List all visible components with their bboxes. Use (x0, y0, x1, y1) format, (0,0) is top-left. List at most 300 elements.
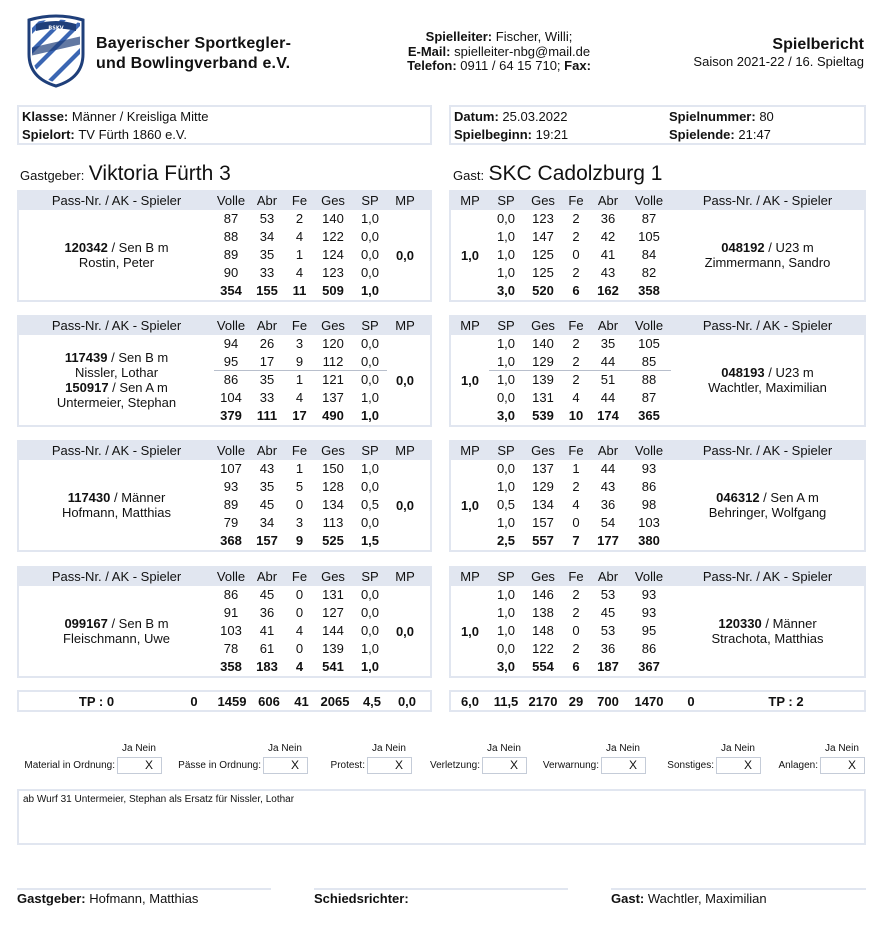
ja-nein-header: Ja Nein (606, 743, 640, 754)
score-cell: 0,0 (496, 461, 516, 476)
header-player: Pass-Nr. / AK - Spieler (702, 318, 833, 333)
home-tp: TP : 0 (78, 693, 115, 709)
home-score-grid (214, 460, 387, 550)
federation-logo (26, 14, 86, 88)
ja-nein-header: Ja Nein (487, 743, 521, 754)
check-box[interactable]: X (263, 757, 308, 774)
guest-score-grid (489, 586, 671, 676)
check-box[interactable]: X (367, 757, 412, 774)
score-cell: 33 (259, 265, 275, 280)
notes-box[interactable] (17, 789, 866, 845)
guest-total-sp: 11,5 (493, 693, 519, 709)
player-pass-number: 099167 (64, 616, 108, 631)
score-cell: 0,5 (360, 497, 380, 512)
player-name: Strachota, Matthias (711, 631, 824, 646)
home-signature-label: Gastgeber: (17, 891, 86, 906)
guest-total-volle: 1470 (634, 693, 664, 709)
score-cell: 1 (295, 247, 304, 262)
score-cell: 9 (286, 353, 313, 371)
score-cell: 147 (532, 229, 554, 244)
sum-cell: 525 (322, 533, 344, 548)
score-cell: 1,0 (360, 390, 380, 405)
header-volle: Volle (634, 193, 664, 208)
home-team-label: Gastgeber: (20, 168, 85, 183)
score-cell: 93 (641, 587, 657, 602)
home-player-block (17, 566, 432, 678)
check-label: Sonstiges: (667, 760, 714, 771)
score-cell: 121 (322, 372, 344, 387)
report-title: Spielbericht (772, 36, 864, 53)
score-cell: 89 (223, 247, 239, 262)
guest-player-block (449, 190, 866, 302)
score-cell: 0,0 (360, 605, 380, 620)
header-ges: Ges (531, 193, 555, 208)
score-cell: 150 (322, 461, 344, 476)
home-score-grid (214, 335, 387, 425)
score-cell: 87 (641, 390, 657, 405)
sum-cell: 187 (597, 659, 619, 674)
score-cell: 90 (223, 265, 239, 280)
sum-cell: 1,0 (360, 659, 380, 674)
score-cell: 131 (532, 390, 554, 405)
guest-team-heading (453, 162, 662, 186)
home-player-block (17, 440, 432, 552)
score-cell: 93 (641, 461, 657, 476)
player-pass-number: 120342 (64, 240, 108, 255)
sum-cell: 557 (532, 533, 554, 548)
score-cell: 0,0 (496, 390, 516, 405)
guest-signature-value: Wachtler, Maximilian (647, 891, 767, 906)
sum-cell: 17 (292, 408, 307, 423)
home-block-header (19, 317, 430, 335)
guest-block-header (451, 192, 864, 210)
sum-cell: 554 (532, 659, 554, 674)
guest-player-block (449, 440, 866, 552)
header-sp: SP (497, 318, 515, 333)
header-volle: Volle (216, 569, 246, 584)
score-cell: 1,0 (496, 336, 516, 351)
score-cell: 2 (563, 353, 589, 371)
score-cell: 4 (295, 265, 304, 280)
score-cell: 134 (532, 497, 554, 512)
score-cell: 45 (259, 587, 275, 602)
header-ges: Ges (321, 443, 345, 458)
player-pass-number: 117439 (64, 350, 108, 365)
score-cell: 129 (523, 353, 563, 371)
spielbeginn-label: Spielbeginn: (454, 127, 532, 142)
score-cell: 93 (641, 605, 657, 620)
home-player-block (17, 190, 432, 302)
score-cell: 43 (600, 479, 616, 494)
score-cell: 2 (572, 587, 580, 602)
player-pass-line (671, 240, 864, 255)
score-cell: 88 (641, 372, 657, 387)
spielleiter-value: Fischer, Willi; (495, 29, 573, 44)
home-signature-value: Hofmann, Matthias (89, 891, 199, 906)
sum-cell: 379 (220, 408, 242, 423)
header-fe: Fe (568, 193, 584, 208)
score-cell: 44 (600, 390, 616, 405)
guest-signature (611, 888, 866, 906)
ja-nein-header: Ja Nein (372, 743, 406, 754)
spielbeginn-value: 19:21 (535, 127, 569, 142)
ja-nein-header: Ja Nein (721, 743, 755, 754)
score-cell: 4 (572, 497, 580, 512)
score-cell: 137 (532, 461, 554, 476)
sum-cell: 368 (220, 533, 242, 548)
header-mp: MP (395, 569, 415, 584)
report-title-block (693, 36, 864, 70)
header-abr: Abr (256, 193, 278, 208)
header-fe: Fe (291, 443, 308, 458)
sum-cell: 1,0 (360, 408, 380, 423)
check-box[interactable]: X (716, 757, 761, 774)
score-cell: 35 (259, 372, 275, 387)
player-age-class: / Sen A m (759, 490, 819, 505)
score-cell: 88 (223, 229, 239, 244)
email-label: E-Mail: (407, 43, 451, 59)
header-ges: Ges (531, 318, 555, 333)
score-cell: 2 (572, 265, 580, 280)
score-cell: 94 (223, 336, 239, 351)
ja-nein-header: Ja Nein (122, 743, 156, 754)
score-cell: 127 (322, 605, 344, 620)
notes-text: ab Wurf 31 Untermeier, Stephan als Ersatz für Nissler, Lothar (23, 794, 295, 805)
score-cell: 1,0 (360, 641, 380, 656)
sum-cell: 111 (256, 408, 278, 423)
sum-cell: 365 (638, 408, 660, 423)
player-column (671, 586, 864, 676)
score-cell: 3 (295, 515, 304, 530)
guest-player-block (449, 315, 866, 427)
check-box[interactable]: X (482, 757, 527, 774)
score-cell: 36 (259, 605, 275, 620)
score-cell: 41 (259, 623, 275, 638)
score-cell: 0,0 (360, 247, 380, 262)
header-abr: Abr (597, 193, 619, 208)
header-volle: Volle (216, 443, 246, 458)
score-cell: 43 (259, 461, 275, 476)
score-cell: 2 (572, 372, 580, 387)
sum-cell: 367 (638, 659, 660, 674)
sum-cell: 541 (322, 659, 344, 674)
player-name: Fleischmann, Uwe (63, 631, 170, 646)
score-cell: 0,0 (360, 623, 380, 638)
home-block-header (19, 568, 430, 586)
datum-label: Datum: (454, 109, 499, 124)
guest-signature-label: Gast: (611, 891, 645, 906)
home-total-abr: 606 (258, 693, 280, 709)
sum-cell: 354 (220, 283, 242, 298)
score-cell: 36 (600, 641, 616, 656)
score-cell: 107 (220, 461, 242, 476)
score-cell: 36 (600, 211, 616, 226)
guest-totals-row (449, 690, 866, 712)
header-ges: Ges (321, 318, 345, 333)
home-block-header (19, 442, 430, 460)
player-name: Zimmermann, Sandro (704, 255, 831, 270)
score-cell: 42 (600, 229, 616, 244)
score-cell: 4 (295, 390, 304, 405)
score-cell: 1 (295, 372, 304, 387)
score-cell: 140 (322, 211, 344, 226)
score-cell: 125 (532, 265, 554, 280)
check-label: Verwarnung: (542, 760, 599, 771)
home-score-grid (214, 210, 387, 300)
sum-cell: 2,5 (496, 533, 516, 548)
score-cell: 124 (322, 247, 344, 262)
score-cell: 129 (532, 479, 554, 494)
sum-cell: 3,0 (496, 659, 516, 674)
score-cell: 0 (295, 605, 304, 620)
league-contact (352, 30, 646, 74)
score-cell: 137 (322, 390, 344, 405)
header-sp: SP (361, 318, 379, 333)
score-cell: 1,0 (496, 265, 516, 280)
home-team-heading (20, 162, 231, 186)
score-cell: 2 (572, 479, 580, 494)
score-cell: 85 (627, 353, 671, 371)
score-cell: 1 (295, 461, 304, 476)
header-fe: Fe (291, 193, 308, 208)
score-cell: 138 (532, 605, 554, 620)
header-sp: SP (361, 569, 379, 584)
score-cell: 2 (295, 211, 304, 226)
score-cell: 53 (600, 587, 616, 602)
header-abr: Abr (256, 443, 278, 458)
player-pass-line (671, 490, 864, 505)
score-cell: 0,0 (496, 211, 516, 226)
header-mp: MP (460, 193, 480, 208)
home-totals-row (17, 690, 432, 712)
email-value[interactable]: spielleiter-nbg@mail.de (454, 43, 591, 59)
sum-cell: 380 (638, 533, 660, 548)
home-block-body (19, 335, 430, 425)
home-team-name: Viktoria Fürth 3 (88, 162, 231, 185)
home-total-fe: 41 (294, 693, 309, 709)
score-cell: 86 (223, 587, 239, 602)
home-block-header (19, 192, 430, 210)
score-cell: 2 (572, 641, 580, 656)
sum-cell: 3,0 (496, 408, 516, 423)
score-cell: 2 (572, 336, 580, 351)
score-cell: 0 (572, 247, 580, 262)
header-ges: Ges (321, 569, 345, 584)
score-cell: 35 (600, 336, 616, 351)
guest-block-mp: 1,0 (460, 247, 480, 263)
home-block-mp: 0,0 (395, 623, 415, 639)
fax-label: Fax: (564, 58, 591, 73)
player-age-class: / U23 m (764, 365, 814, 380)
sum-cell: 183 (256, 659, 278, 674)
player-column (19, 586, 214, 676)
player-name: Hofmann, Matthias (61, 505, 172, 520)
score-cell: 41 (600, 247, 616, 262)
home-score-grid (214, 586, 387, 676)
score-cell: 4 (572, 390, 580, 405)
score-cell: 35 (259, 479, 275, 494)
ja-nein-header: Ja Nein (268, 743, 302, 754)
guest-team-label: Gast: (453, 168, 485, 183)
player-pass-line (19, 350, 214, 365)
player-age-class: / Männer (110, 490, 166, 505)
score-cell: 2 (572, 605, 580, 620)
header-sp: SP (497, 193, 515, 208)
home-block-mp: 0,0 (395, 247, 415, 263)
header-abr: Abr (256, 318, 278, 333)
check-box[interactable]: X (601, 757, 646, 774)
score-cell: 84 (641, 247, 657, 262)
guest-total-ges: 2170 (528, 693, 558, 709)
ja-nein-header: Ja Nein (825, 743, 859, 754)
score-cell: 128 (322, 479, 344, 494)
header-sp: SP (497, 443, 515, 458)
check-box[interactable]: X (117, 757, 162, 774)
header-sp: SP (497, 569, 515, 584)
score-cell: 123 (322, 265, 344, 280)
check-label: Anlagen: (778, 760, 818, 771)
klasse-value: Männer / Kreisliga Mitte (71, 109, 209, 124)
score-cell: 0,5 (496, 497, 516, 512)
check-label: Material in Ordnung: (24, 760, 115, 771)
score-cell: 82 (641, 265, 657, 280)
home-tp-zero: 0 (190, 693, 198, 709)
sum-cell: 6 (572, 283, 580, 298)
score-cell: 0 (295, 587, 304, 602)
spielnummer-value: 80 (759, 109, 774, 124)
header-volle: Volle (634, 318, 664, 333)
score-cell: 1 (572, 461, 580, 476)
score-cell: 45 (259, 497, 275, 512)
referee-signature (314, 888, 568, 906)
guest-tp: TP : 2 (768, 693, 804, 709)
header-volle: Volle (216, 193, 246, 208)
score-cell: 44 (600, 461, 616, 476)
score-cell: 36 (600, 497, 616, 512)
guest-block-body (451, 460, 864, 550)
sum-cell: 174 (597, 408, 619, 423)
score-cell: 2 (572, 229, 580, 244)
player-column (671, 460, 864, 550)
spielende-label: Spielende: (669, 127, 735, 142)
header-fe: Fe (568, 443, 584, 458)
sum-cell: 157 (256, 533, 278, 548)
spielende-value: 21:47 (738, 127, 771, 142)
player-column (671, 335, 864, 425)
sum-cell: 4 (295, 659, 304, 674)
player-pass-line (671, 616, 864, 631)
header-mp: MP (460, 318, 480, 333)
score-cell: 34 (259, 229, 275, 244)
guest-score-grid (489, 460, 671, 550)
score-cell: 1,0 (496, 605, 516, 620)
score-cell: 139 (532, 372, 554, 387)
score-cell: 44 (589, 353, 627, 371)
score-cell: 4 (295, 229, 304, 244)
sum-cell: 155 (256, 283, 278, 298)
player-pass-line (671, 365, 864, 380)
guest-tp-zero: 0 (687, 693, 695, 709)
header-fe: Fe (291, 569, 308, 584)
player-age-class: / U23 m (764, 240, 814, 255)
score-cell: 1,0 (496, 372, 516, 387)
score-cell: 148 (532, 623, 554, 638)
score-cell: 33 (259, 390, 275, 405)
player-pass-number: 117430 (67, 490, 111, 505)
score-cell: 53 (259, 211, 275, 226)
player-pass-number: 048193 (721, 365, 765, 380)
score-cell: 91 (223, 605, 239, 620)
score-cell: 95 (214, 353, 248, 371)
check-label: Pässe in Ordnung: (178, 760, 261, 771)
spielort-value: TV Fürth 1860 e.V. (78, 127, 187, 142)
score-cell: 1,0 (496, 229, 516, 244)
score-cell: 43 (600, 265, 616, 280)
score-cell: 89 (223, 497, 239, 512)
guest-block-body (451, 210, 864, 300)
sum-cell: 520 (532, 283, 554, 298)
score-cell: 2 (572, 211, 580, 226)
player-column (19, 460, 214, 550)
header-mp: MP (460, 443, 480, 458)
score-cell: 86 (641, 479, 657, 494)
score-cell: 54 (600, 515, 616, 530)
home-total-ges: 2065 (320, 693, 350, 709)
score-cell: 1,0 (496, 247, 516, 262)
score-cell: 120 (322, 336, 344, 351)
sum-cell: 177 (597, 533, 619, 548)
spielort-label: Spielort: (22, 127, 75, 142)
score-cell: 87 (641, 211, 657, 226)
sum-cell: 6 (572, 659, 580, 674)
score-cell: 98 (641, 497, 657, 512)
organization-name (96, 34, 291, 74)
header-volle: Volle (634, 569, 664, 584)
score-cell: 0,0 (360, 479, 380, 494)
check-box[interactable]: X (820, 757, 865, 774)
score-cell: 112 (313, 353, 353, 371)
player-column (19, 210, 214, 300)
score-cell: 122 (532, 641, 554, 656)
score-cell: 113 (322, 515, 344, 530)
guest-total-fe: 29 (568, 693, 584, 709)
score-cell: 139 (322, 641, 344, 656)
sum-cell: 358 (638, 283, 660, 298)
score-cell: 1,0 (496, 623, 516, 638)
home-block-body (19, 210, 430, 300)
guest-block-body (451, 335, 864, 425)
sum-cell: 539 (532, 408, 554, 423)
player-pass-number: 150917 (65, 380, 109, 395)
check-label: Protest: (330, 760, 365, 771)
score-cell: 86 (223, 372, 239, 387)
player-age-class: / Sen B m (107, 616, 169, 631)
score-cell: 131 (322, 587, 344, 602)
sum-cell: 509 (322, 283, 344, 298)
score-cell: 78 (223, 641, 239, 656)
player-name: Behringer, Wolfgang (708, 505, 827, 520)
score-cell: 105 (638, 336, 660, 351)
referee-signature-label: Schiedsrichter: (314, 891, 409, 906)
score-cell: 17 (248, 353, 286, 371)
score-cell: 51 (600, 372, 616, 387)
player-name: Rostin, Peter (78, 255, 155, 270)
player-pass-line (19, 240, 214, 255)
guest-score-grid (489, 210, 671, 300)
guest-player-block (449, 566, 866, 678)
score-cell: 26 (259, 336, 275, 351)
score-cell: 144 (322, 623, 344, 638)
